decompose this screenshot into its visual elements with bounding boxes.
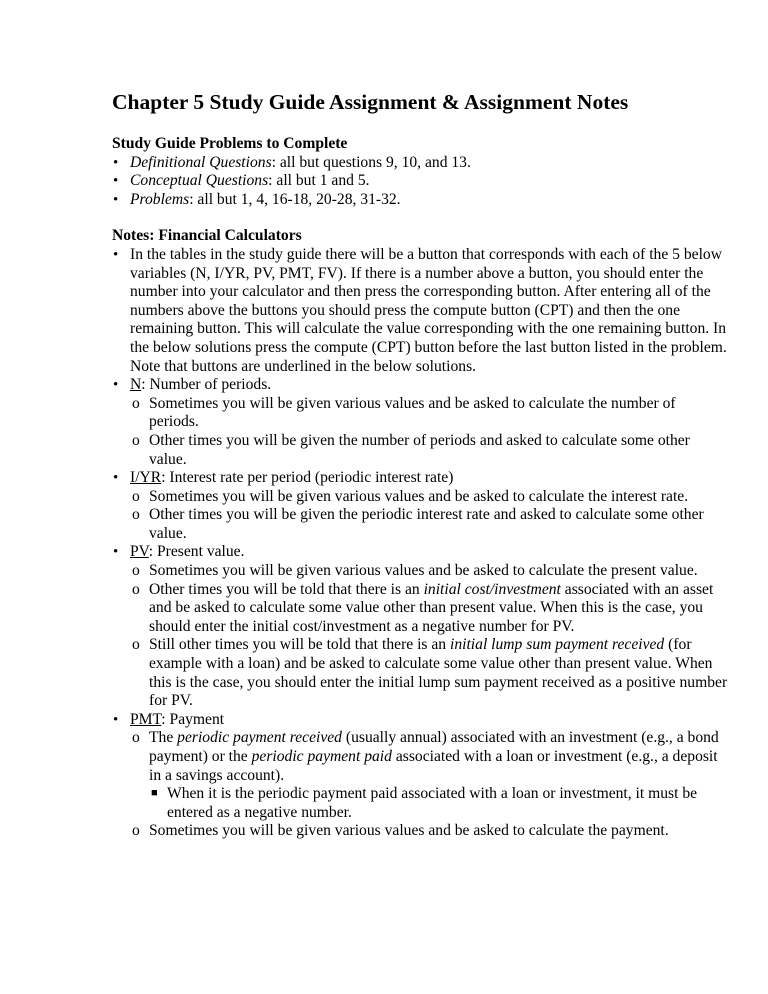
page-title: Chapter 5 Study Guide Assignment & Assignment Notes: [112, 90, 629, 114]
item-text: : all but 1, 4, 16-18, 20-28, 31-32.: [189, 190, 401, 208]
list-item-n: [112, 376, 728, 469]
sub-list: [130, 488, 728, 544]
key-description: : Number of periods.: [141, 376, 272, 394]
button-key: N: [130, 376, 142, 394]
emphasis-text: periodic payment received: [177, 729, 342, 747]
sub-item: [130, 636, 728, 710]
bullet-icon: •: [113, 470, 119, 487]
sub-item: [130, 395, 728, 432]
bullet-icon: •: [113, 154, 119, 171]
circle-bullet-icon: o: [132, 506, 140, 524]
item-text: : all but 1 and 5.: [268, 172, 370, 190]
notes-list: [112, 246, 728, 841]
bullet-icon: •: [113, 173, 119, 190]
circle-bullet-icon: o: [132, 822, 140, 840]
sub-item: [130, 729, 728, 822]
list-item: [112, 154, 728, 173]
sub-text: When it is the periodic payment paid associated with a loan or investment, it must be entered as a negative number.: [167, 785, 698, 821]
study-guide-section: [112, 135, 728, 209]
key-description: : Payment: [161, 710, 225, 728]
circle-bullet-icon: o: [132, 636, 140, 654]
bullet-icon: •: [113, 377, 119, 394]
key-description: : Interest rate per period (periodic interest rate): [161, 469, 454, 487]
sub-list: [130, 562, 728, 711]
sub-sub-list: [149, 785, 728, 822]
button-key: PMT: [130, 710, 162, 728]
sub-text: The: [149, 729, 178, 747]
emphasis-text: periodic payment paid: [251, 748, 392, 765]
emphasis-text: initial cost/investment: [423, 580, 561, 598]
list-item-pv: [112, 543, 728, 710]
sub-text: Other times you will be told that there is an: [149, 580, 424, 598]
item-label: Definitional Questions: [130, 153, 272, 171]
button-key: I/YR: [130, 469, 162, 487]
sub-text: Sometimes you will be given various values and be asked to calculate the present value.: [149, 562, 698, 580]
sub-text: Still other times you will be told that there is an: [149, 636, 451, 654]
notes-heading: Notes: Financial Calculators: [112, 227, 302, 245]
sub-text: Other times you will be given the number of periods and asked to calculate some other value.: [149, 431, 690, 468]
bullet-icon: •: [113, 711, 119, 728]
circle-bullet-icon: o: [132, 394, 140, 412]
circle-bullet-icon: o: [132, 431, 140, 449]
sub-text: Sometimes you will be given various values and be asked to calculate the interest rate.: [149, 487, 689, 505]
sub-item: [130, 506, 728, 543]
sub-item: [130, 822, 728, 841]
button-key: PV: [130, 543, 149, 561]
circle-bullet-icon: o: [132, 487, 140, 505]
sub-sub-item: [149, 785, 728, 822]
item-label: Conceptual Questions: [130, 172, 269, 190]
bullet-icon: •: [113, 544, 119, 561]
sub-item: [130, 581, 728, 637]
sub-text: (usually annual) associated with an investment (e.g., a bond payment) or the: [149, 729, 719, 765]
sub-text: Other times you will be given the periodic interest rate and asked to calculate some other value.: [149, 506, 704, 542]
notes-intro: In the tables in the study guide there will be a button that corresponds with each of the 5 below variables (N, I/YR, PV, PMT, FV). If there is a number above a button, you should enter the number into your calculator and then press the corresponding button. After entering all of the numbers above the buttons you should press the compute button (CPT) and then the one remaining button. This will calculate the value corresponding with the one remaining button. In the below solutions press the compute (CPT) button before the last button listed in the problem. Note that buttons are underlined in the below solutions.: [130, 245, 727, 375]
circle-bullet-icon: o: [132, 562, 140, 580]
list-item-pmt: [112, 711, 728, 841]
circle-bullet-icon: o: [132, 729, 140, 747]
circle-bullet-icon: o: [132, 580, 140, 598]
bullet-icon: •: [113, 191, 119, 208]
list-item: [112, 172, 728, 191]
sub-text: associated with an asset and be asked to calculate some value other than present value. When this is the case, you should enter the initial cost/investment as a negative number for PV.: [149, 580, 714, 635]
notes-section: [112, 227, 728, 841]
study-guide-heading: Study Guide Problems to Complete: [112, 135, 348, 152]
bullet-icon: •: [113, 246, 119, 263]
sub-item: [130, 562, 728, 581]
sub-text: Sometimes you will be given various values and be asked to calculate the payment.: [149, 822, 669, 840]
item-label: Problems: [130, 190, 190, 208]
sub-text: associated with a loan or investment (e.g., a deposit in a savings account).: [149, 748, 718, 784]
list-item-iyr: [112, 469, 728, 543]
sub-list: [130, 729, 728, 841]
list-item: [112, 191, 728, 210]
square-bullet-icon: ■: [151, 787, 158, 800]
key-description: : Present value.: [148, 543, 245, 561]
list-item: [112, 246, 728, 376]
study-guide-list: [112, 154, 728, 210]
sub-item: [130, 488, 728, 507]
emphasis-text: initial lump sum payment received: [450, 636, 665, 654]
sub-text: (for example with a loan) and be asked to calculate some value other than present value. When this is the case, you should enter the initial lump sum payment received as a positive number for PV.: [149, 636, 728, 710]
sub-item: [130, 432, 728, 469]
sub-text: Sometimes you will be given various values and be asked to calculate the number of periods.: [149, 394, 676, 431]
sub-list: [130, 395, 728, 469]
item-text: : all but questions 9, 10, and 13.: [271, 153, 471, 171]
